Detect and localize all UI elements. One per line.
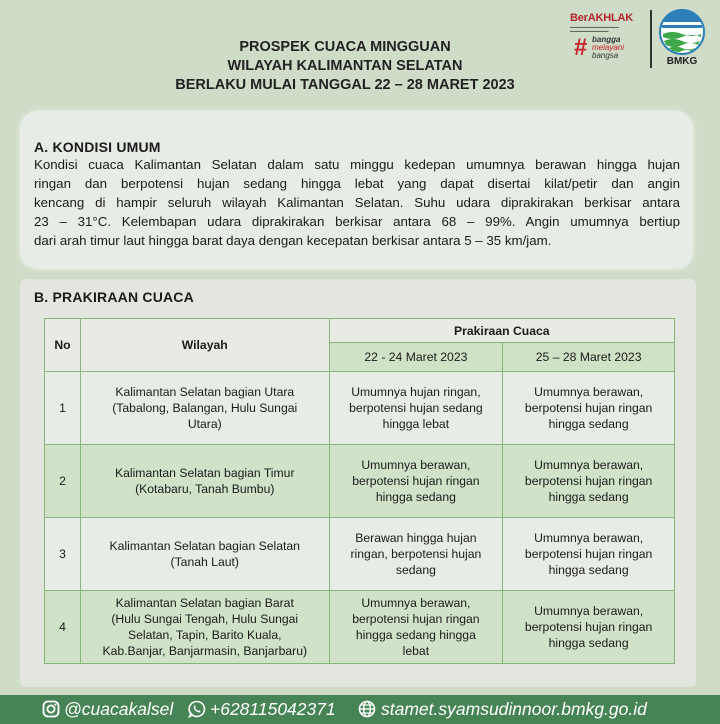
cell-period-1 [329,518,503,591]
cell-no: 3 [45,518,81,591]
instagram-icon [42,700,60,718]
cell-wilayah [80,518,329,591]
cell-line: Utara) [187,417,222,431]
bmkg-logo [656,8,708,72]
cell-line: hingga lebat [382,417,450,431]
cell-line: (Tanah Laut) [170,555,239,569]
cell-period-2 [503,518,675,591]
cell-line: berpotensi hujan ringan [524,620,653,634]
header-no: No [45,319,81,372]
cell-period-1 [329,372,503,445]
cell-line: lebat [402,644,430,658]
cell-line: hingga sedang [375,490,456,504]
website-link[interactable]: stamet.syamsudinnoor.bmkg.go.id [381,699,647,719]
berakhlak-tagline: ▬▬▬▬▬▬▬▬▬▬▬▬▬▬ ▬▬▬▬▬▬▬▬▬▬▬ [570,25,619,33]
page-title [150,38,540,95]
cell-line: berpotensi hujan ringan [524,547,653,561]
cell-line: Kalimantan Selatan bagian Selatan [109,539,300,553]
section-a-line: 23 – 31°C. Kelembapan udara diprakirakan berkisar antara 68 – 99%. Angin umumnya bertiup [34,214,680,229]
cell-line: (Kotabaru, Tanah Bumbu) [135,482,275,496]
cell-line: Kalimantan Selatan bagian Timur [114,466,295,480]
section-a-heading: A. KONDISI UMUM [34,139,161,155]
title-line-2: WILAYAH KALIMANTAN SELATAN [227,58,463,74]
cell-wilayah [80,591,329,664]
cell-line: (Hulu Sungai Tengah, Hulu Sungai [111,612,299,626]
bmkg-emblem-icon [656,8,708,56]
bangga-line-2: melayani [592,43,625,52]
cell-line: Kalimantan Selatan bagian Barat [115,596,294,610]
section-a-line: Kondisi cuaca Kalimantan Selatan dalam satu minggu kedepan umumnya berawan hingga hujan [34,157,680,172]
cell-line: ringan, berpotensi hujan [350,547,482,561]
cell-line: sedang [395,563,436,577]
cell-line: hingga sedang [548,417,629,431]
header-period-2: 25 – 28 Maret 2023 [503,343,675,372]
berakhlak-logo [570,12,646,70]
footer [0,695,720,724]
title-line-1: PROSPEK CUACA MINGGUAN [239,39,451,55]
cell-line: Umumnya hujan ringan, [351,385,481,399]
cell-line: hingga sedang hingga [355,628,476,642]
cell-line: hingga sedang [548,563,629,577]
bangga-line-3: bangsa [592,51,619,60]
header-period-1: 22 - 24 Maret 2023 [329,343,503,372]
cell-line: berpotensi hujan ringan [352,612,480,626]
header [0,0,720,108]
bangga-melayani-bangsa [592,36,624,60]
cell-period-2 [503,372,675,445]
cell-line: Kab.Banjar, Banjarmasin, Banjarbaru) [102,644,308,658]
section-a-body [34,155,680,250]
cell-line: (Tabalong, Balangan, Hulu Sungai [112,401,298,415]
cell-line: hingga sedang [548,636,629,650]
logos [570,8,710,74]
cell-line: Umumnya berawan, [534,385,644,399]
cell-line: Umumnya berawan, [361,596,471,610]
cell-line: berpotensi hujan sedang [349,401,483,415]
cell-period-1 [329,591,503,664]
hash-icon: # [574,34,588,61]
whatsapp-number[interactable]: +628115042371 [210,699,336,719]
berakhlak-text: BerAKHLAK [570,12,633,24]
cell-period-2 [503,591,675,664]
header-prakiraan: Prakiraan Cuaca [329,319,674,343]
cell-line: Umumnya berawan, [361,458,471,472]
table-row [45,518,675,591]
cell-period-1 [329,445,503,518]
cell-line: berpotensi hujan ringan [352,474,480,488]
section-a-line: dari arah timur laut hingga barat daya dengan kecepatan berkisar antara 5 – 35 km/jam. [34,233,552,248]
cell-line: Selatan, Tapin, Barito Kuala, [127,628,282,642]
cell-line: Umumnya berawan, [534,604,644,618]
instagram-handle[interactable]: @cuacakalsel [64,699,174,719]
table-row [45,445,675,518]
table-row [45,591,675,664]
cell-line: Umumnya berawan, [534,458,644,472]
header-wilayah: Wilayah [80,319,329,372]
logo-divider [650,10,652,68]
cell-no: 1 [45,372,81,445]
section-b-heading: B. PRAKIRAAN CUACA [34,289,194,305]
section-a-line: ringan dan berpotensi hujan sedang hingga lebat yang dapat disertai kilat/petir dan angin [34,176,680,191]
cell-line: Kalimantan Selatan bagian Utara [115,385,295,399]
cell-wilayah [80,445,329,518]
cell-no: 4 [45,591,81,664]
cell-line: berpotensi hujan ringan [524,474,653,488]
cell-line: hingga sedang [548,490,629,504]
section-a-line: kencang di hampir seluruh wilayah Kalimantan Selatan. Suhu udara diprakirakan berkisar antara [34,195,680,210]
cell-line: berpotensi hujan ringan [524,401,653,415]
globe-icon [358,700,376,718]
table-row [45,372,675,445]
title-line-3: BERLAKU MULAI TANGGAL 22 – 28 MARET 2023 [175,77,515,93]
cell-line: Umumnya berawan, [534,531,644,545]
section-kondisi-umum [20,111,693,269]
cell-no: 2 [45,445,81,518]
cell-period-2 [503,445,675,518]
forecast-table [44,318,675,664]
whatsapp-icon [188,700,206,718]
cell-wilayah [80,372,329,445]
cell-line: Berawan hingga hujan [355,531,477,545]
bangga-line-1: bangga [592,35,621,44]
bmkg-label: BMKG [666,56,698,67]
